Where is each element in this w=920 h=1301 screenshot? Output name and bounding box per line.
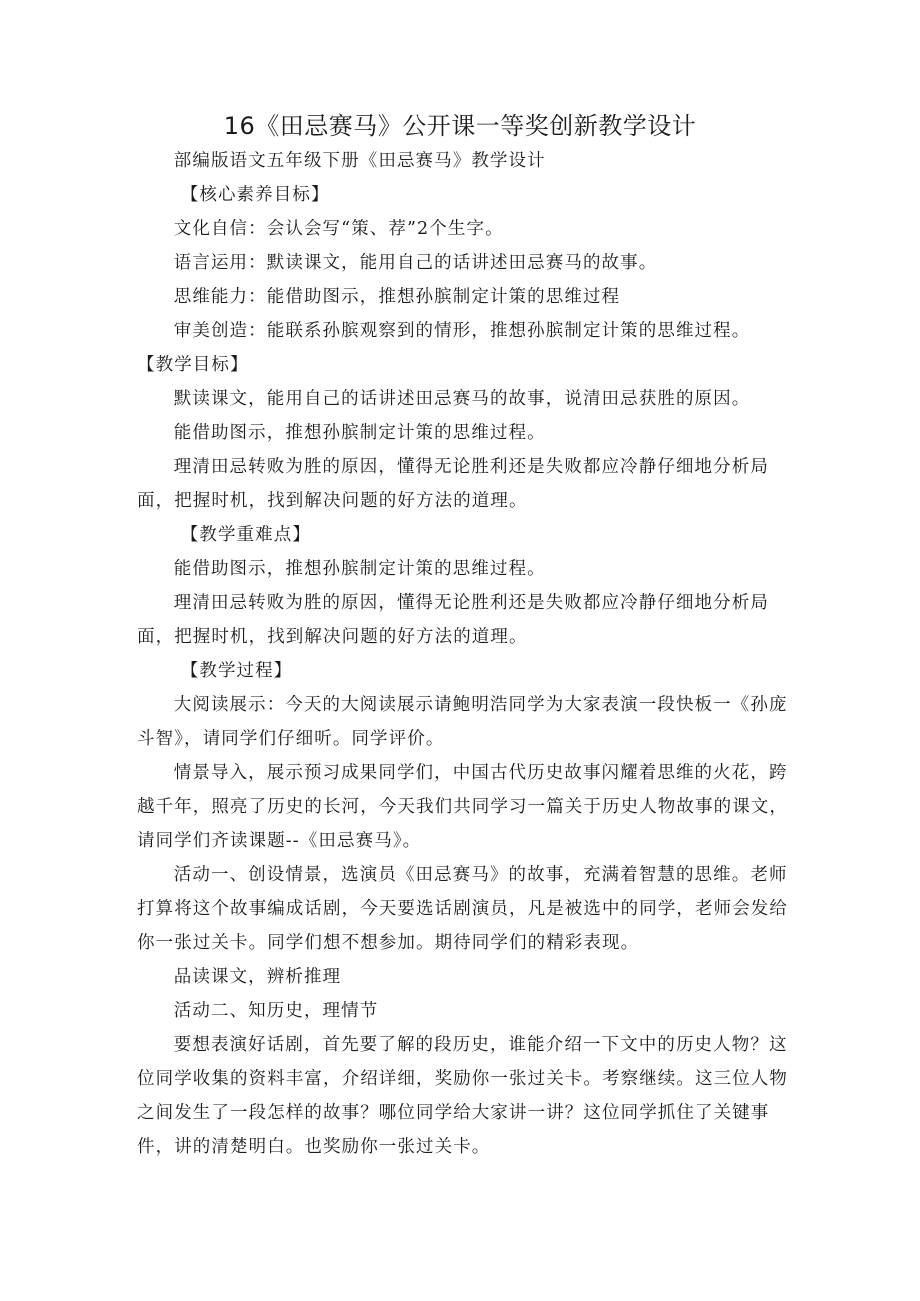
section-heading-teaching-goals: 【教学目标】	[137, 355, 249, 375]
paragraph: 默读课文，能用自己的话讲述田忌赛马的故事，说清田忌获胜的原因。	[173, 389, 751, 409]
paragraph: 品读课文，辨析推理	[173, 967, 342, 987]
paragraph: 情景导入，展示预习成果同学们，中国古代历史故事闪耀着思维的火花，跨越千年，照亮了历史的长河，今天我们共同学习一篇关于历史人物故事的课文，请同学们齐读课题--《田忌赛马》。	[137, 763, 788, 851]
document-title: 16《田忌赛马》公开课一等奖创新教学设计	[223, 112, 697, 140]
section-heading-core-literacy: 【核心素养目标】	[180, 185, 330, 205]
section-heading-key-points: 【教学重难点】	[180, 525, 311, 545]
paragraph: 语言运用：默读课文，能用自己的话讲述田忌赛马的故事。	[173, 253, 658, 273]
subtitle: 部编版语文五年级下册《田忌赛马》教学设计	[173, 151, 546, 171]
paragraph: 理清田忌转败为胜的原因，懂得无论胜利还是失败都应冷静仔细地分析局面，把握时机，找到解决问题的好方法的道理。	[137, 457, 769, 511]
paragraph: 活动一、创设情景，选演员《田忌赛马》的故事，充满着智慧的思维。老师打算将这个故事编成话剧，今天要选话剧演员，凡是被选中的同学，老师会发给你一张过关卡。同学们想不想参加。期待同学们的精彩表现。	[137, 865, 788, 953]
paragraph: 理清田忌转败为胜的原因，懂得无论胜利还是失败都应冷静仔细地分析局面，把握时机，找到解决问题的好方法的道理。	[137, 593, 769, 647]
paragraph: 能借助图示，推想孙膑制定计策的思维过程。	[173, 559, 546, 579]
document-body	[137, 144, 797, 1164]
paragraph: 活动二、知历史，理情节	[173, 1001, 379, 1021]
paragraph: 能借助图示，推想孙膑制定计策的思维过程。	[173, 423, 546, 443]
paragraph: 审美创造：能联系孙膑观察到的情形，推想孙膑制定计策的思维过程。	[173, 321, 751, 341]
paragraph: 大阅读展示：今天的大阅读展示请鲍明浩同学为大家表演一段快板一《孙庞斗智》，请同学们仔细听。同学评价。	[137, 695, 788, 749]
paragraph: 要想表演好话剧，首先要了解的段历史，谁能介绍一下文中的历史人物？这位同学收集的资料丰富，介绍详细，奖励你一张过关卡。考察继续。这三位人物之间发生了一段怎样的故事？哪位同学给大家讲一讲？这位同学抓住了关键事件，讲的清楚明白。也奖励你一张过关卡。	[137, 1035, 788, 1157]
paragraph: 文化自信：会认会写“策、荐”2个生字。	[173, 219, 504, 239]
section-heading-process: 【教学过程】	[180, 661, 293, 681]
paragraph: 思维能力：能借助图示，推想孙膑制定计策的思维过程	[173, 287, 621, 307]
